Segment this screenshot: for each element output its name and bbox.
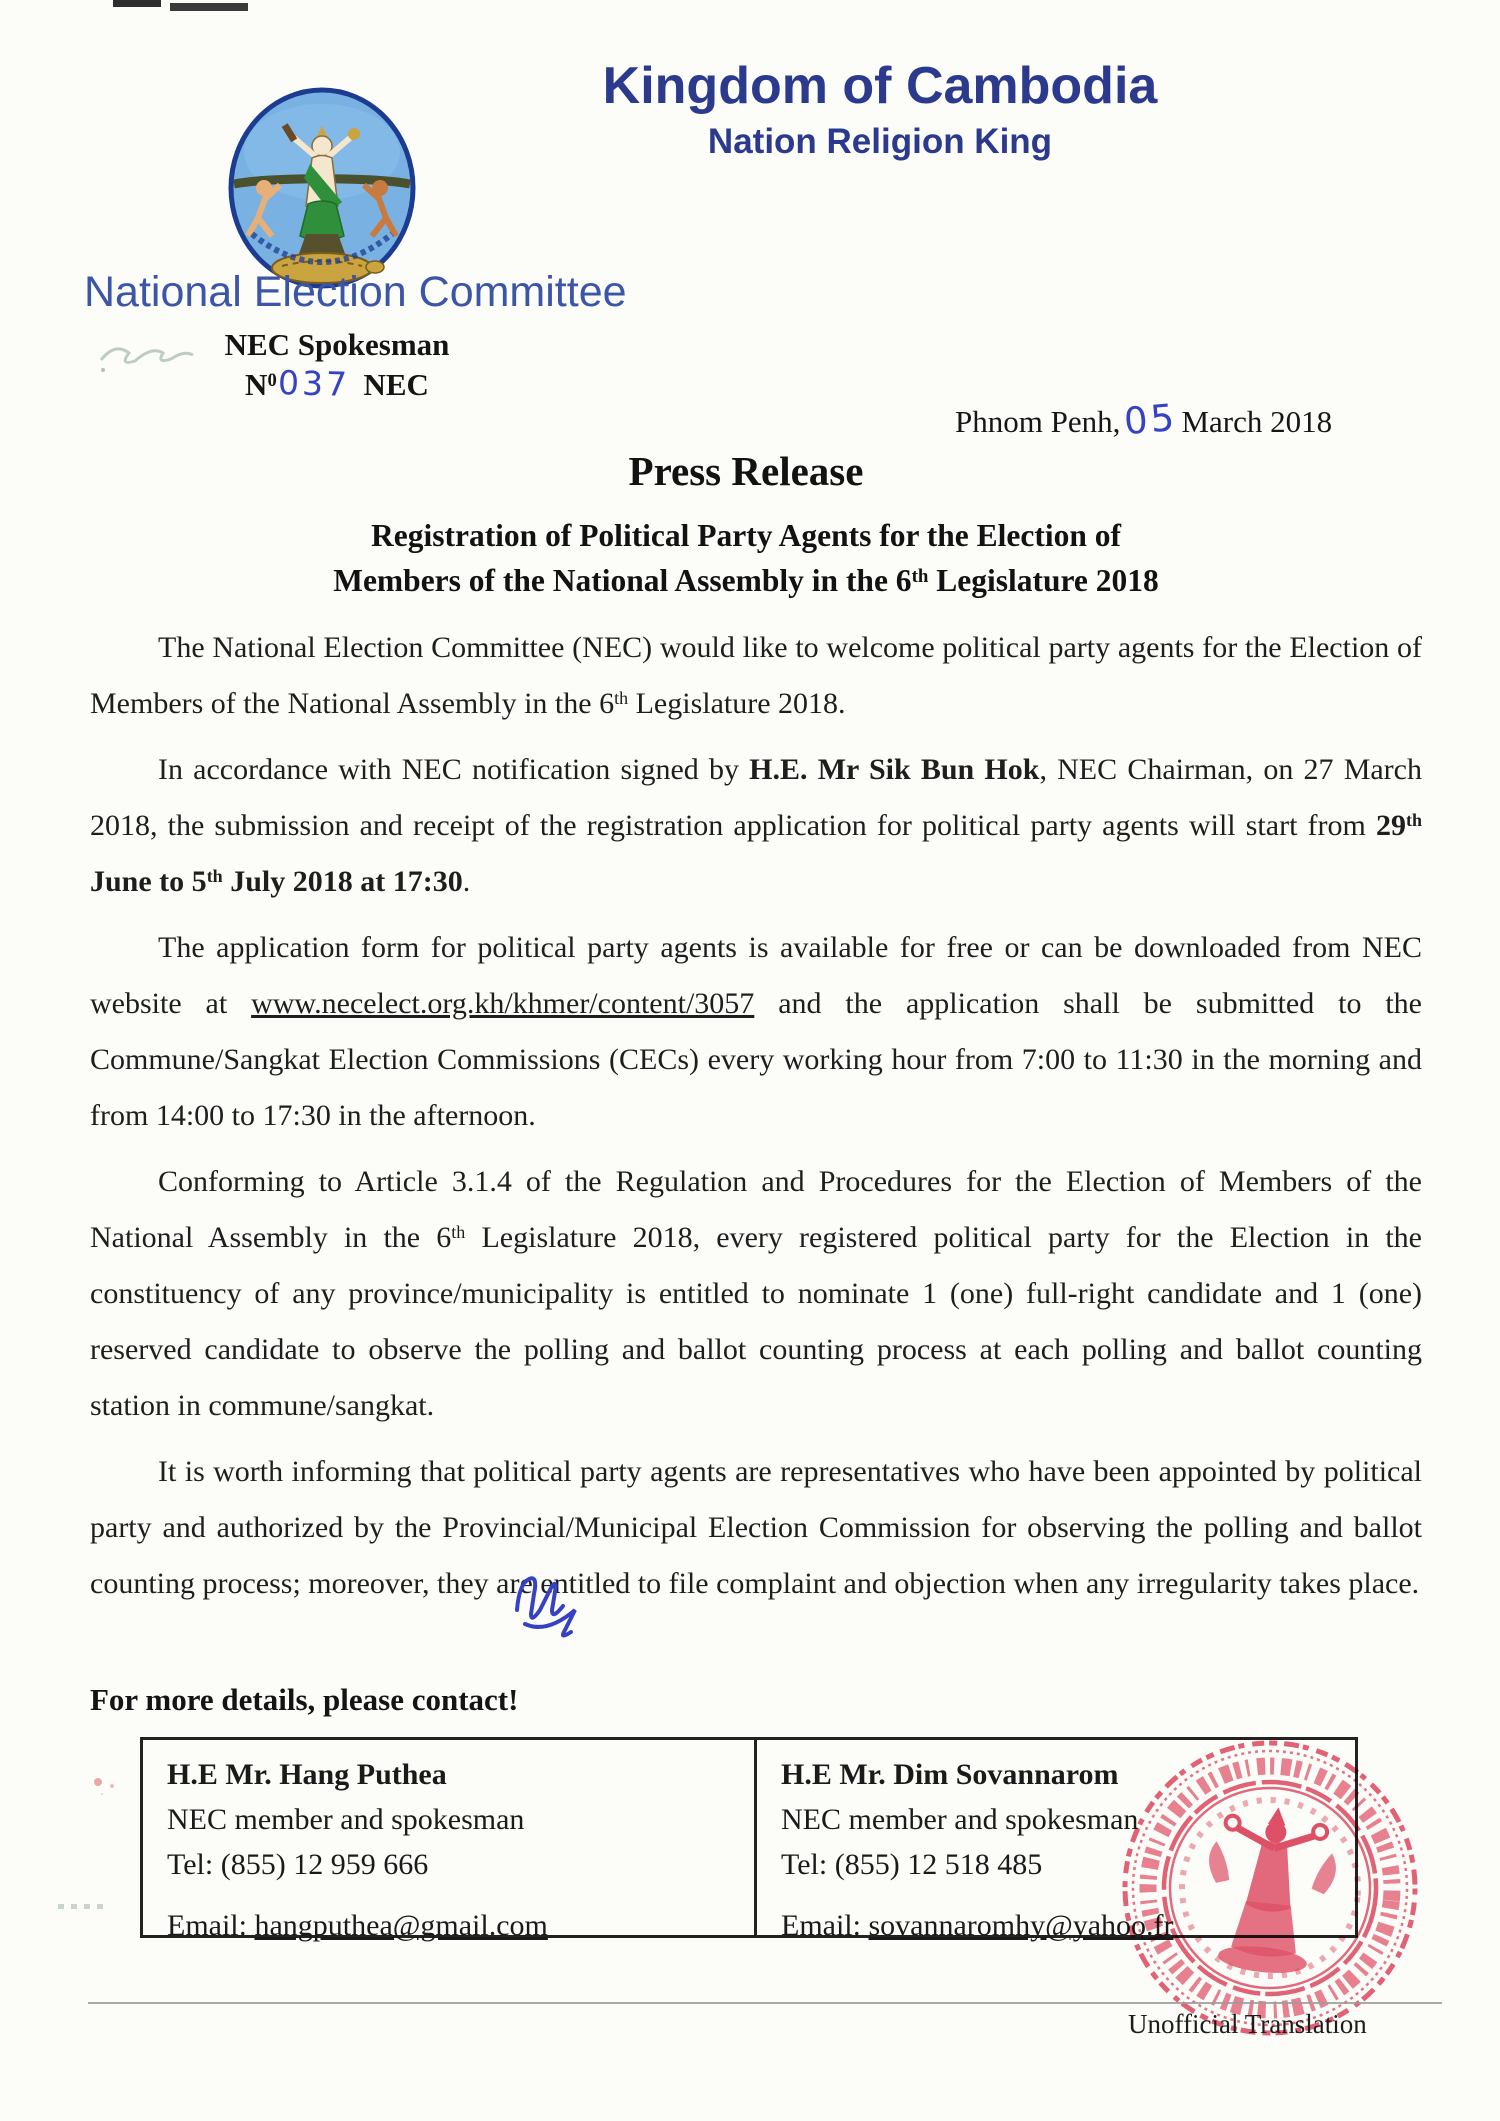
paragraph: It is worth informing that political party agents are representatives who have been appointed by political party and authorized by the Provincial/Municipal Election Commission for observing the polling and ballot counting process; moreover, they are entitled to file complaint and objection when any irregularity takes place. (90, 1455, 1422, 1600)
contact-card-hang-puthea (143, 1740, 757, 1942)
press-release-title: Press Release (628, 448, 864, 494)
email-link[interactable]: hangputhea@gmail.com (254, 1909, 548, 1942)
ref-prefix: N (245, 367, 268, 402)
paragraph: The application form for political party agents is available for free or can be downloaded from NEC website at www.necelect.org.kh/khmer/content/3057 and the application shall be submitted to the Commune/Sangkat Election Commissions (CECs) every working hour from 7:00 to 11:30 in the morning and from 14:00 to 17:30 in the afternoon. (90, 931, 1423, 1132)
dateline-rest: March 2018 (1181, 404, 1333, 439)
dateline (955, 395, 1415, 444)
contact-name: H.E Mr. Dim Sovannarom (781, 1758, 1119, 1791)
nec-seal-logo (226, 86, 418, 290)
unofficial-translation-note: Unofficial Translation (1128, 2009, 1367, 2039)
contact-role: NEC member and spokesman (167, 1803, 525, 1836)
paragraph: In accordance with NEC notification signed by H.E. Mr Sik Bun Hok, NEC Chairman, on 27 March 2018, the submission and receipt of the registration application for political party agents will start from 29th June to 5th July 2018 at 17:30. (90, 753, 1422, 898)
kingdom-title: Kingdom of Cambodia (602, 57, 1158, 115)
scan-artifact (58, 1904, 110, 1909)
footer-divider (88, 2002, 1442, 2004)
ref-suffix: NEC (363, 367, 429, 402)
document-subtitle (0, 513, 1492, 603)
contact-role: NEC member and spokesman (781, 1803, 1139, 1836)
email-link[interactable]: sovannaromhy@yahoo.fr (868, 1909, 1174, 1942)
contact-intro: For more details, please contact! (90, 1682, 519, 1717)
motto: Nation Religion King (707, 122, 1053, 161)
ref-handwritten-number: 037 (277, 363, 351, 404)
reference-number (148, 364, 526, 403)
inline-link[interactable]: www.necelect.org.kh/khmer/content/3057 (251, 987, 755, 1020)
committee-name: National Election Committee (84, 268, 627, 316)
subtitle-line2: Members of the National Assembly in the 6th Legislature 2018 (333, 563, 1159, 598)
scan-artifact (113, 0, 161, 7)
contact-tel: Tel: (855) 12 518 485 (781, 1848, 1043, 1881)
paragraph: Conforming to Article 3.1.4 of the Regulation and Procedures for the Election of Members of the National Assembly in the 6th Legislature 2018, every registered political party for the Election in the constituency of any province/municipality is entitled to nominate 1 (one) full-right candidate and 1 (one) reserved candidate to observe the polling and ballot counting process at each polling and ballot counting station in commune/sangkat. (90, 1165, 1422, 1422)
stamp-center-figure (1198, 1802, 1341, 1978)
dateline-handwritten-day: 05 (1122, 395, 1180, 444)
paragraph: The National Election Committee (NEC) would like to welcome political party agents for the Election of Members of the National Assembly in the 6th Legislature 2018. (90, 631, 1422, 720)
ref-sup: 0 (267, 369, 277, 391)
pen-initial-signature (505, 1566, 589, 1646)
email-label: Email: (167, 1909, 247, 1942)
spokesman-label: NEC Spokesman (224, 327, 450, 362)
contact-tel: Tel: (855) 12 959 666 (167, 1848, 429, 1881)
body-paragraphs (90, 620, 1422, 1622)
dateline-city: Phnom Penh, (955, 404, 1121, 439)
contact-name: H.E Mr. Hang Puthea (167, 1758, 447, 1791)
email-label: Email: (781, 1909, 861, 1942)
scan-artifact (94, 1778, 102, 1786)
scan-artifact (170, 3, 248, 11)
nec-red-stamp (1103, 1721, 1437, 2055)
subtitle-line1: Registration of Political Party Agents for the Election of (370, 518, 1122, 553)
contact-email-row (167, 1903, 738, 1948)
